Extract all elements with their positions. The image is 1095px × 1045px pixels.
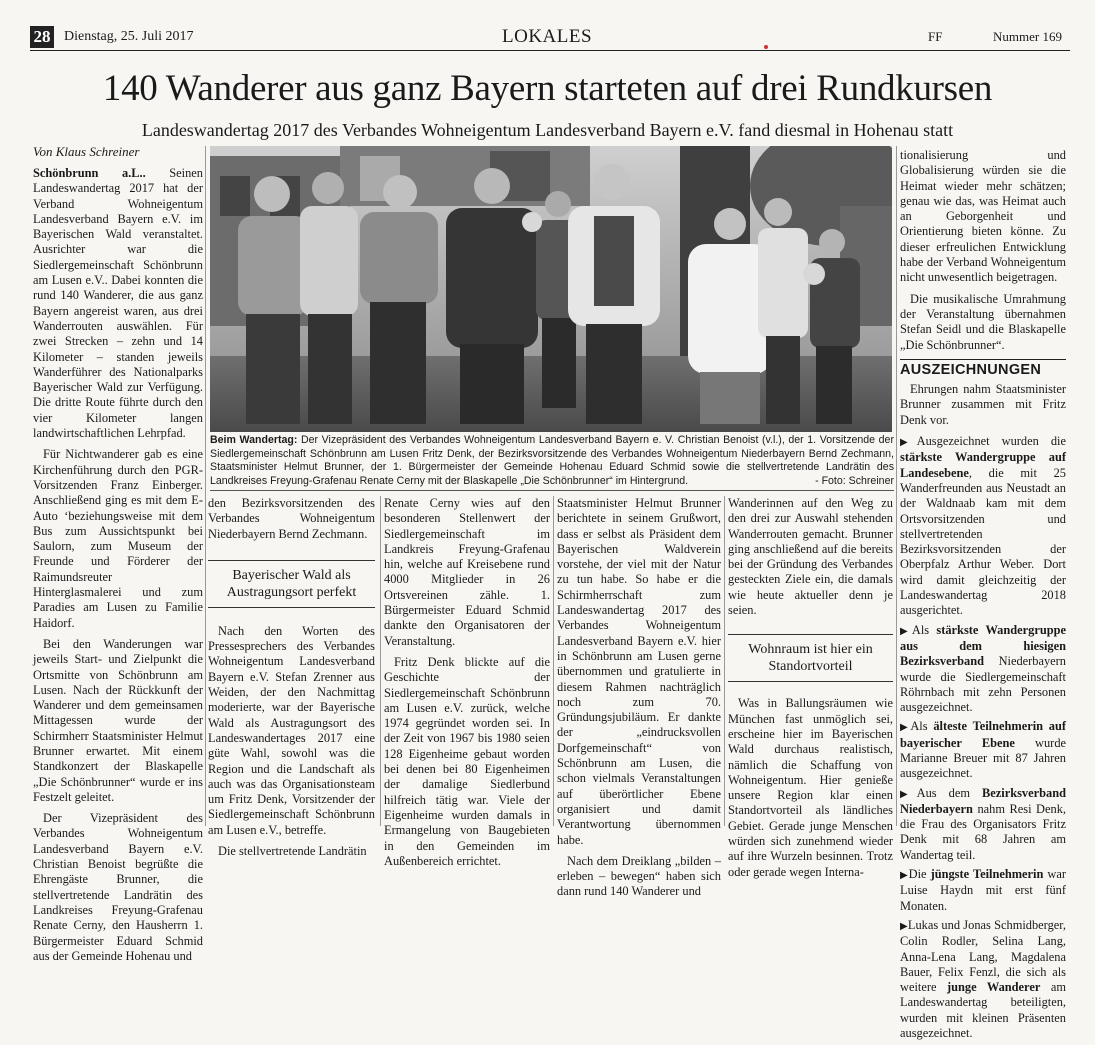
award-item: ▶Als älteste Teilnehmerin auf bayerischer Ebene wurde Marianne Breuer mit 87 Jahren ausgezeichnet. [900, 719, 1067, 781]
bullet-triangle-icon: ▶ [900, 920, 908, 932]
paragraph: Schönbrunn a.L.. Seinen Landeswandertag 2017 hat der Verband Wohneigentum Landesverband Bayern e.V. im Bayerischen Wald veranstaltet. Ausrichter war die Siedlergemeinschaft Schönbrunn am Lusen e.V.. Dabei konnten die rund 140 Wanderer, die aus ganz Bayern angereist waren, aus drei Wanderrouten auswählen. Für zwei Strecken – zehn und 14 Kilometer – standen jeweils Wanderführer des Nationalparks Bayerischer Wald zur Verfügung. Die dritte Route führte durch den vier Kilometer langen landwirtschaftlichen Lehrpfad. [33, 166, 203, 441]
award-item: ▶Die jüngste Teilnehmerin war Luise Haydn mit erst fünf Monaten. [900, 867, 1066, 913]
bullet-triangle-icon: ▶ [900, 437, 917, 449]
article-subheadline: Landeswandertag 2017 des Verbandes Wohneigentum Landesverband Bayern e.V. fand diesmal in Hohenau statt [141, 120, 954, 140]
paragraph: Was in Ballungsräumen wie München fast unmöglich sei, erscheine hier im Bayerischen Wald durchaus realistisch, nämlich die Schaffung von Wohneigentum. Hier genieße unsere Region klar einen Standortvorteil als ländliches Gebiet. Gerade junge Menschen würden sich zunehmend wieder auf ihre Wurzeln besinnen. Trotz oder gerade wegen Interna- [728, 696, 893, 879]
section-heading-awards: AUSZEICHNUNGEN [900, 359, 1066, 378]
paragraph: Bei den Wanderungen war jeweils Start- und Zielpunkt die Ortsmitte von Schönbrunn am Lusen. Nach der Rückkunft der Wanderer und dem gemeinsamen Mittagessen wurde der Schirmherr Staatsminister Helmut Brunner erwartet. Mit einem Standkonzert der Blaskapelle „Die Schönbrunner“ wurde er ins Festzelt geleitet. [33, 636, 203, 804]
photo-illustration [210, 146, 892, 432]
paragraph: Der Vizepräsident des Verbandes Wohneigentum Landesverband Bayern e.V. Christian Benoist begrüßte die Ehrengäste Brunner, die stellvertretende Landrätin des Landkreises Freyung-Grafenau Renate Cerny, den Hausherrn 1. Bürgermeister Eduard Schmid aus der Gemeinde Hohenau und [33, 811, 203, 963]
column-1 [33, 166, 203, 970]
column-divider [205, 146, 206, 826]
page-number: 28 [30, 26, 54, 48]
column-divider [896, 146, 897, 826]
column-divider [380, 496, 381, 826]
group-photo [210, 146, 892, 432]
caption-lead: Beim Wandertag: [210, 434, 298, 446]
bullet-triangle-icon: ▶ [900, 788, 917, 800]
paragraph: Staatsminister Helmut Brunner berichtete in seinem Grußwort, dass er selbst als Präsident dem Bayerischen Waldverein vorstehe, der viel mit der Natur zu tun habe. So habe er die Schirmherrschaft zum Landeswandertag 2017 des Verbandes Wohneigentum Landesverband Bayern e.V. hier in Schönbrunn am Lusen gerne übernommen und gratulierte in diesem Rahmen nachträglich noch zum 70. Gründungsjubiläum. Er dankte der „eindrucksvollen Dorfgemeinschaft“ von Schönbrunn am Lusen, die schon vielmals Veranstaltungen auf überörtlicher Ebene organisiert und damit Verantwortung übernommen habe. [557, 496, 721, 847]
paragraph: Für Nichtwanderer gab es eine Kirchenführung durch den PGR-Vorsitzenden Franz Einberger. Anschließend ging es mit dem E-Auto ‘beziehungsweise mit dem Bus zum Aussichtspunkt bei Saulorn, zum Museum der Freunde und Förderer der Raimundsreuter Hinterglasmalerei und zum Paradies am Lusen zu Familie Haidorf. [33, 447, 203, 630]
paragraph: Renate Cerny wies auf den besonderen Stellenwert der Siedlergemeinschaft im Landkreis Freyung-Grafenau hin, welche auf Kreisebene rund 4000 Mitglieder in 26 Ortsvereinen zähle. 1. Bürgermeister Eduard Schmid dankte den Organisatoren der Veranstaltung. [384, 496, 550, 648]
column-4 [557, 496, 721, 906]
subheading-box: Wohnraum ist hier ein Standortvorteil [728, 634, 893, 682]
column-2 [208, 496, 375, 865]
column-6 [900, 148, 1066, 1045]
issue-number: Nummer 169 [993, 29, 1062, 44]
dateline: Schönbrunn a.L.. [33, 166, 146, 180]
award-item: ▶Aus dem Bezirksverband Niederbayern nahm Resi Denk, die Frau des Organisators Fritz Denk mit 68 Jahren am Wandertag teil. [900, 785, 1066, 862]
paragraph: tionalisierung und Globalisierung würden sie die Heimat wieder mehr schätzen; genau wie das, was Heimat auch an Geborgenheit und Orientierung bieten könne. Zu dieser erfreulichen Entwicklung habe der Verband Wohneigentum nicht unwesentlich beigetragen. [900, 148, 1066, 285]
article-headline: 140 Wanderer aus ganz Bayern starteten auf drei Rundkursen [102, 68, 993, 109]
paragraph: Fritz Denk blickte auf die Geschichte der Siedlergemeinschaft Schönbrunn am Lusen e.V. zurück, welche 1974 gegründet worden sei. In der Zeit von 1967 bis 1980 seien 128 Eigenheime gebaut worden bei denen bei 80 Eigenheimen der damalige Siedlerbund hilfreich tätig war. Viele der Eigenheime wurden damals in Ermangelung von Baugebieten in den Gemeinden im Außenbereich errichtet. [384, 654, 550, 868]
article-byline: Von Klaus Schreiner [33, 144, 140, 159]
award-item: ▶Ausgezeichnet wurden die stärkste Wandergruppe auf Landesebene, die mit 25 Wanderfreunden aus Neustadt an der Waldnaab kam mit dem Ortsvorsitzenden und stellvertretenden Bezirksvorsitzenden der Oberpfalz Arthur Weber. Dort wird damit gleichzeitig der Landeswandertag 2018 ausgerichtet. [900, 434, 1066, 618]
paper-abbreviation: FF [928, 29, 943, 44]
bullet-triangle-icon: ▶ [900, 625, 912, 637]
bullet-triangle-icon: ▶ [900, 722, 911, 734]
column-5 [728, 496, 893, 886]
caption-text: Der Vizepräsident des Verbandes Wohneigentum Landesverband Bayern e. V. Christian Benoist (v.l.), der 1. Vorsitzende der Siedlergemeinschaft Schönbrunn am Lusen Fritz Denk, der Bezirksvorsitzende des Verbandes Wohneigentum Niederbayern Bernd Zechmann, Staatsminister Helmut Brunner, der 1. Bürgermeister der Gemeinde Hohenau Eduard Schmid sowie die stellvertretende Landrätin des Landkreises Freyung-Grafenau Renate Cerny mit der Blaskapelle „Die Schönbrunner“ im Hintergrund. [210, 434, 894, 487]
issue-date: Dienstag, 25. Juli 2017 [64, 29, 194, 44]
paragraph: Wanderinnen auf den Weg zu den drei zur Auswahl stehenden Wanderrouten gemacht. Brunner ging anschließend auf die bereits bei der Gründung des Verbandes gesteckten Ziele ein, die damals wie heute aktueller denn je seien. [728, 496, 893, 618]
column-divider [724, 496, 725, 826]
award-item: ▶Lukas und Jonas Schmidberger, Colin Rodler, Selina Lang, Anna-Lena Lang, Magdalena Bauer, Felix Fenzl, die sich als weitere junge Wanderer am Landeswandertag beteiligten, wurden mit kleinen Präsenten ausgezeichnet. [900, 917, 1066, 1041]
caption-rule [210, 490, 894, 491]
column-divider [553, 496, 554, 826]
subheading-box: Bayerischer Wald als Austragungsort perfekt [208, 560, 375, 608]
award-item: ▶Als stärkste Wandergruppe aus dem hiesigen Bezirksverband Niederbayern wurde die Siedlergemeinschaft Röhrnbach mit zehn Personen ausgezeichnet. [900, 622, 1067, 715]
paragraph: Die stellvertretende Landrätin [218, 844, 367, 859]
photo-credit: - Foto: Schreiner [815, 474, 894, 487]
page-masthead [30, 26, 1070, 51]
paragraph: den Bezirksvorsitzenden des Verbandes Wohneigentum Niederbayern Bernd Zechmann. [208, 496, 375, 541]
red-dot-mark [764, 45, 768, 49]
photo-caption [210, 434, 894, 488]
paragraph: Ehrungen nahm Staatsminister Brunner zusammen mit Fritz Denk vor. [900, 382, 1066, 427]
paragraph: Nach dem Dreiklang „bilden – erleben – bewegen“ haben sich dann rund 140 Wanderer und [557, 853, 721, 899]
paragraph: Die musikalische Umrahmung der Veranstaltung übernahmen Stefan Seidl und die Blaskapelle „Die Schönbrunner“. [900, 291, 1066, 352]
paragraph: Nach den Worten des Pressesprechers des Verbandes Wohneigentum Landesverband Bayern e.V. Stefan Zrenner aus Weiden, der den Nachmittag moderierte, war der Bayerische Wald als Austragungsort des Landeswandertages 2017 eine güte Wahl, sowohl was die Region und die Landschaft als auch was das Organisationsteam um Fritz Denk, Vorsitzender der Siedlergemeinschaft Schönbrunn am Lusen e.V., betreffe. [208, 623, 375, 837]
column-3 [384, 496, 550, 875]
section-title: LOKALES [502, 26, 593, 47]
bullet-triangle-icon: ▶ [900, 870, 909, 882]
